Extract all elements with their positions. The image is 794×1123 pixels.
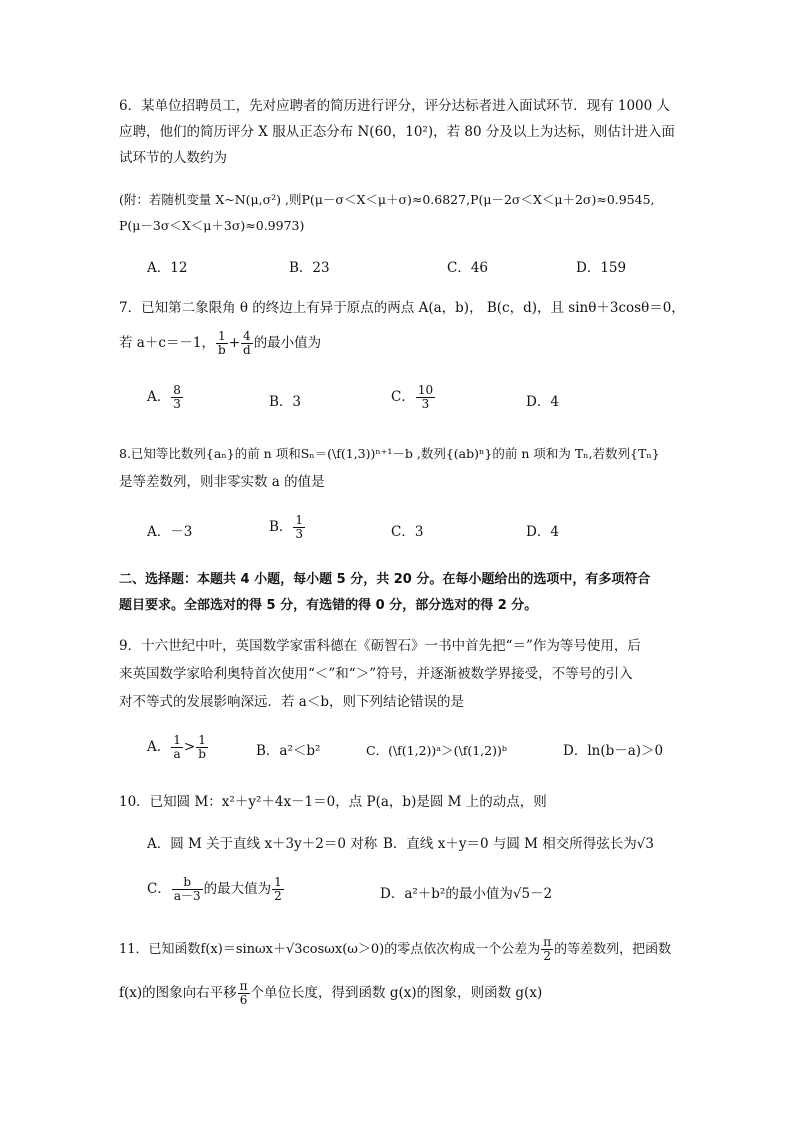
q11-line2-pre: f(x)的图象向右平移: [119, 985, 237, 1001]
q7-option-a-den: 3: [173, 397, 181, 411]
q8-option-b-num: 1: [295, 513, 304, 527]
q7-option-d: D．4: [526, 394, 559, 410]
q7-frac1: [216, 330, 228, 357]
q6-note1: (附：若随机变量 X~N(μ,σ²) ,则P(μ－σ＜X＜μ＋σ)≈0.6827,P(μ－2σ＜X＜μ＋2σ)≈0.9545,: [119, 192, 655, 207]
q8-option-b-label: B．: [269, 519, 293, 535]
q7-option-b: B．3: [269, 394, 302, 410]
q9-option-a-num1: 1: [173, 733, 181, 747]
q8-option-b-den: 3: [295, 527, 304, 541]
q7-frac2-den: d: [243, 343, 251, 357]
q11-frac1-num: π: [543, 935, 552, 949]
q6-option-d: D．159: [576, 260, 627, 276]
q9-option-b: B．a²＜b²: [256, 743, 321, 759]
q7-option-c-frac: [416, 384, 435, 411]
q11-line1: [119, 936, 671, 963]
q8-line1: 8.已知等比数列{aₙ}的前 n 项和Sₙ＝(\f(1,3))ⁿ⁺¹－b ,数列{(ab)ⁿ}的前 n 项和为 Tₙ,若数列{Tₙ}: [119, 446, 660, 461]
q7-line2-pre: 若 a＋c＝－1，: [119, 335, 215, 351]
q8-option-d: D．4: [526, 524, 559, 540]
q11-line2-post: 个单位长度，得到函数 g(x)的图象，则函数 g(x): [250, 985, 543, 1001]
q10-option-c-label: C．: [147, 881, 171, 897]
q8-option-c: C．3: [391, 524, 424, 540]
q11-line2: [119, 980, 542, 1007]
q7-line1: 7．已知第二象限角 θ 的终边上有异于原点的两点 A(a，b)， B(c，d)，且 sinθ＋3cosθ＝0，: [119, 300, 685, 316]
q7-option-a-frac: [171, 384, 183, 411]
section2-heading-line2: 题目要求。全部选对的得 5 分，有选错的得 0 分，部分选对的得 2 分。: [119, 598, 538, 613]
q9-line3: 对不等式的发展影响深远．若 a＜b，则下列结论错误的是: [119, 694, 464, 710]
q6-option-b: B．23: [289, 260, 330, 276]
q7-option-c: [391, 384, 436, 411]
q9-option-a-gt: >: [183, 739, 196, 755]
q8-option-b: [269, 514, 306, 541]
q10-option-c-den: a－3: [173, 889, 201, 903]
q6-option-c: C．46: [447, 260, 489, 276]
q7-option-a-label: A．: [147, 389, 171, 405]
q6-line1: 6．某单位招聘员工，先对应聘者的简历进行评分，评分达标者进入面试环节．现有 1000 人: [119, 98, 671, 114]
q10-option-c-mid: 的最大值为: [203, 881, 272, 897]
q10-option-c: [147, 876, 285, 903]
q9-option-a-num2: 1: [196, 734, 208, 748]
q6-option-a: A．12: [147, 260, 188, 276]
q9-option-c: C．(\f(1,2))ᵃ＞(\f(1,2))ᵇ: [366, 743, 507, 758]
q9-option-d: D．ln(b－a)＞0: [563, 743, 664, 759]
q7-frac1-den: b: [218, 343, 226, 357]
q8-option-b-frac: [293, 514, 305, 541]
q7-frac2: [241, 330, 253, 357]
q7-line2-post: 的最小值为: [253, 335, 322, 351]
q10-option-c-num2: 1: [274, 875, 282, 889]
q7-option-a: [147, 384, 184, 411]
q9-option-a: [147, 734, 209, 761]
q10-option-d: D．a²＋b²的最小值为√5－2: [380, 886, 553, 902]
q9-option-a-frac2: [196, 734, 208, 761]
q9-option-a-label: A．: [147, 739, 171, 755]
q7-line2: [119, 330, 321, 357]
q10-option-a: A．圆 M 关于直线 x＋3y＋2＝0 对称: [147, 836, 378, 852]
q9-line1: 9．十六世纪中叶，英国数学家雷科德在《砺智石》一书中首先把“＝”作为等号使用，后: [119, 638, 641, 654]
q7-option-c-label: C．: [391, 389, 415, 405]
q7-frac1-num: 1: [216, 330, 228, 344]
q9-option-a-frac1: [171, 734, 183, 761]
q6-line3: 试环节的人数约为: [119, 150, 227, 166]
q10-line1: 10．已知圆 M：x²＋y²＋4x－1＝0，点 P(a，b)是圆 M 上的动点，则: [119, 794, 547, 810]
q7-plus: +: [228, 335, 240, 351]
q7-option-c-den: 3: [421, 397, 430, 411]
q10-option-c-frac1: [172, 876, 203, 903]
q11-frac2-den: 6: [239, 993, 248, 1007]
q9-option-a-den2: b: [198, 747, 206, 761]
q7-frac2-num: 4: [241, 330, 253, 344]
section2-heading-line1: 二、选择题：本题共 4 小题，每小题 5 分，共 20 分。在每小题给出的选项中，有多项符合: [119, 572, 651, 587]
q11-frac1: [541, 936, 553, 963]
q11-frac2: [238, 980, 250, 1007]
q7-option-c-num: 10: [417, 383, 434, 397]
q10-option-c-den2: 2: [274, 889, 282, 903]
q10-option-c-frac2: [272, 876, 284, 903]
q6-note2: P(μ－3σ＜X＜μ＋3σ)≈0.9973): [119, 218, 305, 233]
q11-frac1-den: 2: [543, 949, 552, 963]
q9-line2: 来英国数学家哈利奥特首次使用“＜”和“＞”符号，并逐渐被数学界接受，不等号的引入: [119, 666, 633, 682]
q8-option-a: A．－3: [147, 524, 193, 540]
q10-option-b: B．直线 x＋y＝0 与圆 M 相交所得弦长为√3: [383, 836, 654, 852]
q6-line2: 应聘，他们的简历评分 X 服从正态分布 N(60，10²)，若 80 分及以上为达标，则估计进入面: [119, 124, 675, 140]
q9-option-a-den1: a: [173, 747, 181, 761]
q11-line1-pre: 11．已知函数f(x)＝sinωx＋√3cosωx(ω＞0)的零点依次构成一个公差为: [119, 942, 541, 957]
q11-frac2-num: π: [239, 979, 248, 993]
q7-option-a-num: 8: [173, 383, 181, 397]
q10-option-c-num: b: [172, 876, 203, 890]
q11-line1-post: 的等差数列，把函数: [554, 942, 672, 957]
q8-line2: 是等差数列，则非零实数 a 的值是: [119, 474, 325, 490]
